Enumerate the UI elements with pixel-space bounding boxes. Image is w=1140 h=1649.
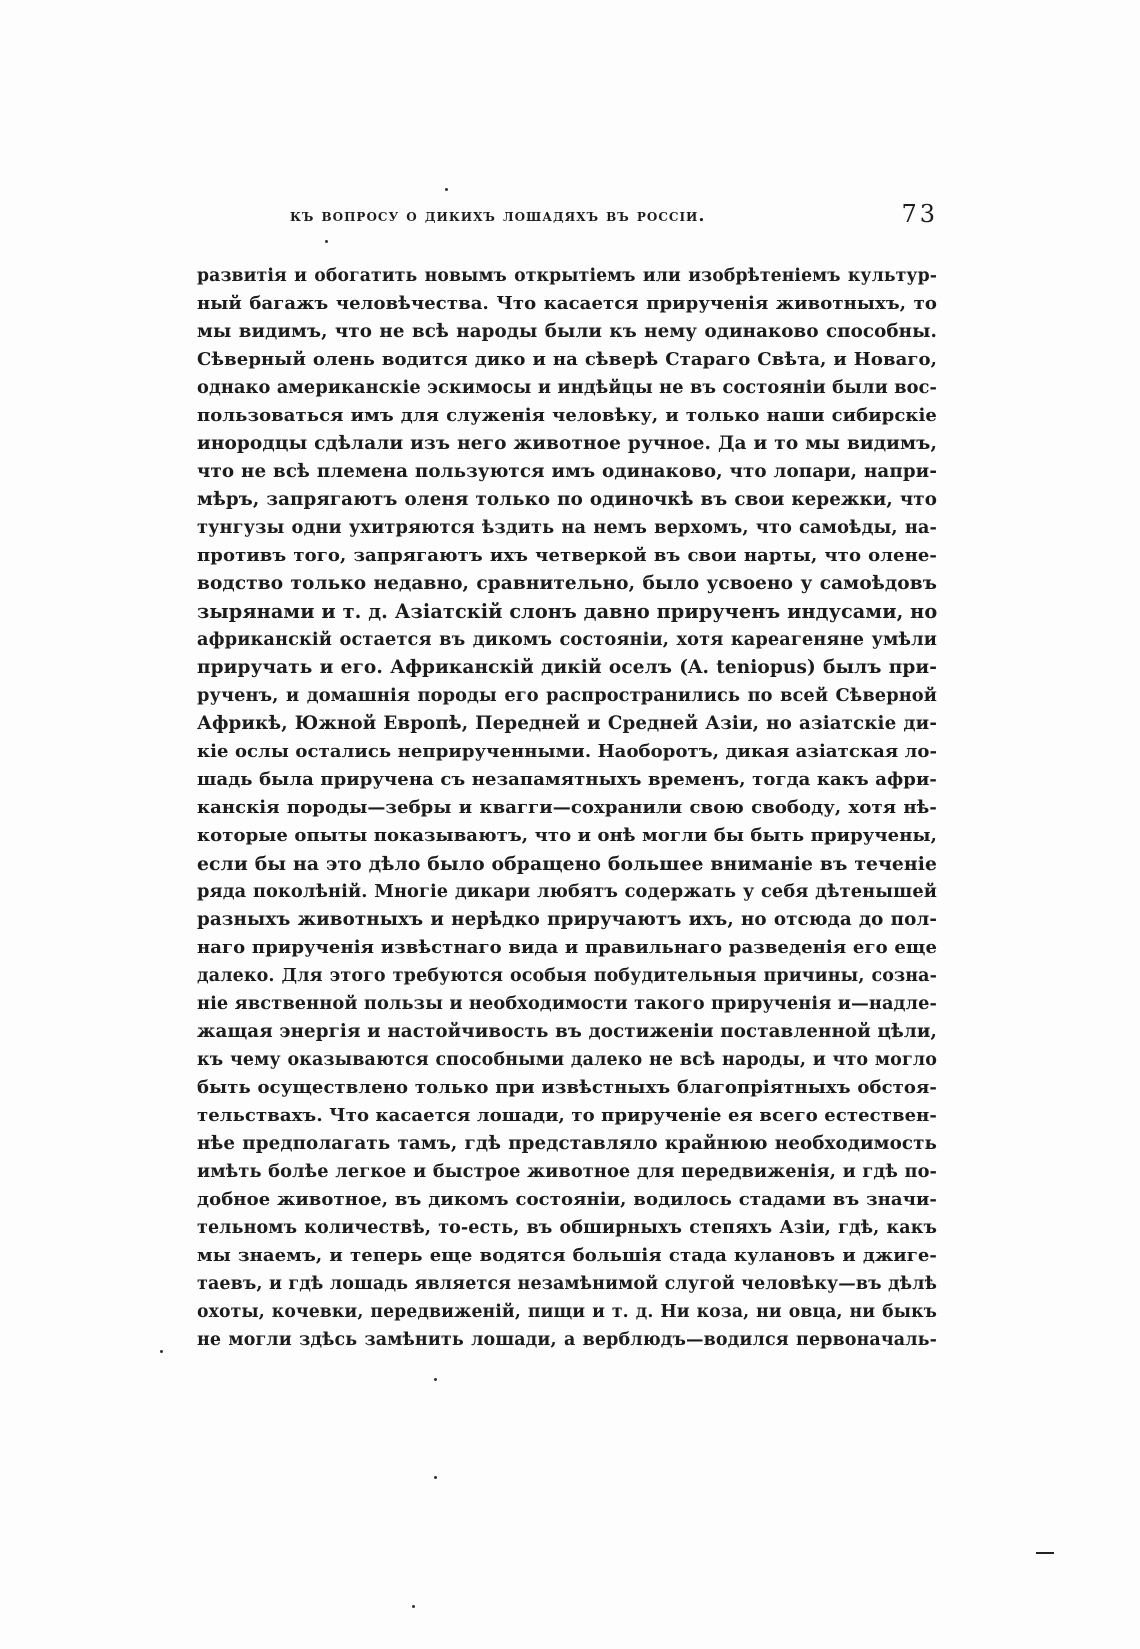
text-line: мѣръ, запрягаютъ оленя только по одиночкѣ въ свои кережки, что xyxy=(197,489,937,510)
text-line: рученъ, и домашнія породы его распространились по всей Сѣверной xyxy=(197,685,937,706)
scan-speck xyxy=(434,1476,437,1479)
text-line: однако американскіе эскимосы и индѣйцы не въ состояніи были вос- xyxy=(197,377,937,398)
text-line: добное животное, въ дикомъ состояніи, водилось стадами въ значи- xyxy=(197,1189,937,1210)
text-line: Сѣверный олень водится дико и на сѣверѣ Стараго Свѣта, и Новаго, xyxy=(197,349,937,370)
page-header xyxy=(290,200,938,236)
text-line: развитія и обогатить новымъ открытіемъ или изобрѣтеніемъ культур- xyxy=(197,266,937,286)
text-line: таевъ, и гдѣ лошадь является незамѣнимой слугой человѣку—въ дѣлѣ xyxy=(197,1274,937,1294)
text-line: если бы на это дѣло было обращено большее вниманіе въ теченіе xyxy=(197,853,937,875)
text-line: разныхъ животныхъ и нерѣдко приручаютъ ихъ, но отсюда до пол- xyxy=(197,909,937,930)
text-line: шадь была приручена съ незапамятныхъ временъ, тогда какъ афри- xyxy=(197,769,937,790)
text-line: мы видимъ, что не всѣ народы были къ нему одинаково способны. xyxy=(197,321,937,342)
text-line: ніе явственной пользы и необходимости такого прирученія и—надле- xyxy=(197,993,937,1014)
text-line: быть осуществлено только при извѣстныхъ благопріятныхъ обстоя- xyxy=(197,1077,937,1098)
text-line: мы знаемъ, и теперь еще водятся большія стада кулановъ и джиге- xyxy=(197,1245,937,1266)
scan-speck xyxy=(160,1350,163,1353)
text-line: тунгузы одни ухитряются ѣздить на немъ верхомъ, что самоѣды, на- xyxy=(197,517,937,538)
text-line: зырянами и т. д. Азіатскій слонъ давно прирученъ индусами, но xyxy=(197,600,938,623)
text-line: Африкѣ, Южной Европѣ, Передней и Средней Азіи, но азіатскіе ди- xyxy=(197,713,937,734)
text-line: приручать и его. Африканскій дикій оселъ (A. teniopus) былъ при- xyxy=(197,657,937,678)
text-line: имѣть болѣе легкое и быстрое животное для передвиженія, и гдѣ по- xyxy=(197,1161,937,1182)
text-line: ный багажъ человѣчества. Что касается прирученія животныхъ, то xyxy=(197,293,937,314)
text-line: къ чему оказываются способными далеко не всѣ народы, и что могло xyxy=(197,1050,937,1070)
text-line: нѣе предполагать тамъ, гдѣ представляло крайнюю необходимость xyxy=(197,1133,937,1154)
scan-speck xyxy=(445,188,448,191)
text-line: не могли здѣсь замѣнить лошади, а верблюдъ—водился первоначаль- xyxy=(197,1330,937,1350)
text-line: водство только недавно, сравнительно, было усвоено у самоѣдовъ xyxy=(197,573,937,594)
text-line: охоты, кочевки, передвиженій, пищи и т. д. Ни коза, ни овца, ни быкъ xyxy=(197,1302,937,1322)
text-line: тельствахъ. Что касается лошади, то прирученіе ея всего естествен- xyxy=(197,1105,937,1126)
text-line: африканскій остается въ дикомъ состояніи, хотя кареагеняне умѣли xyxy=(197,629,937,650)
text-line: что не всѣ племена пользуются имъ одинаково, что лопари, напри- xyxy=(197,461,937,482)
running-title: къ вопросу о дикихъ лошадяхъ въ россіи. xyxy=(290,206,706,226)
text-line: наго прирученія извѣстнаго вида и правильнаго разведенія его еще xyxy=(197,937,937,958)
text-line: канскія породы—зебры и квагги—сохранили свою свободу, хотя нѣ- xyxy=(197,797,937,818)
text-line: ряда поколѣній. Многіе дикари любятъ содержать у себя дѣтенышей xyxy=(197,881,937,902)
text-line: которые опыты показываютъ, что и онѣ могли бы быть приручены, xyxy=(197,825,937,846)
scan-speck xyxy=(412,1605,415,1608)
body-text xyxy=(197,262,937,1354)
text-line: тельномъ количествѣ, то-есть, въ обширныхъ степяхъ Азіи, гдѣ, какъ xyxy=(197,1218,937,1238)
text-line: далеко. Для этого требуются особыя побудительныя причины, созна- xyxy=(197,966,937,986)
text-line: инородцы сдѣлали изъ него животное ручное. Да и то мы видимъ, xyxy=(197,433,937,454)
text-line: жащая энергія и настойчивость въ достиженіи поставленной цѣли, xyxy=(197,1021,937,1042)
scan-mark xyxy=(1036,1552,1054,1554)
scan-speck xyxy=(434,1378,437,1381)
text-line: кіе ослы остались неприрученными. Наоборотъ, дикая азіатская ло- xyxy=(197,741,938,762)
page-number: 73 xyxy=(901,200,938,228)
scan-speck xyxy=(325,240,328,243)
text-line: противъ того, запрягаютъ ихъ четверкой въ свои нарты, что олене- xyxy=(197,545,937,566)
text-line: пользоваться имъ для служенія человѣку, и только наши сибирскіе xyxy=(197,405,937,426)
